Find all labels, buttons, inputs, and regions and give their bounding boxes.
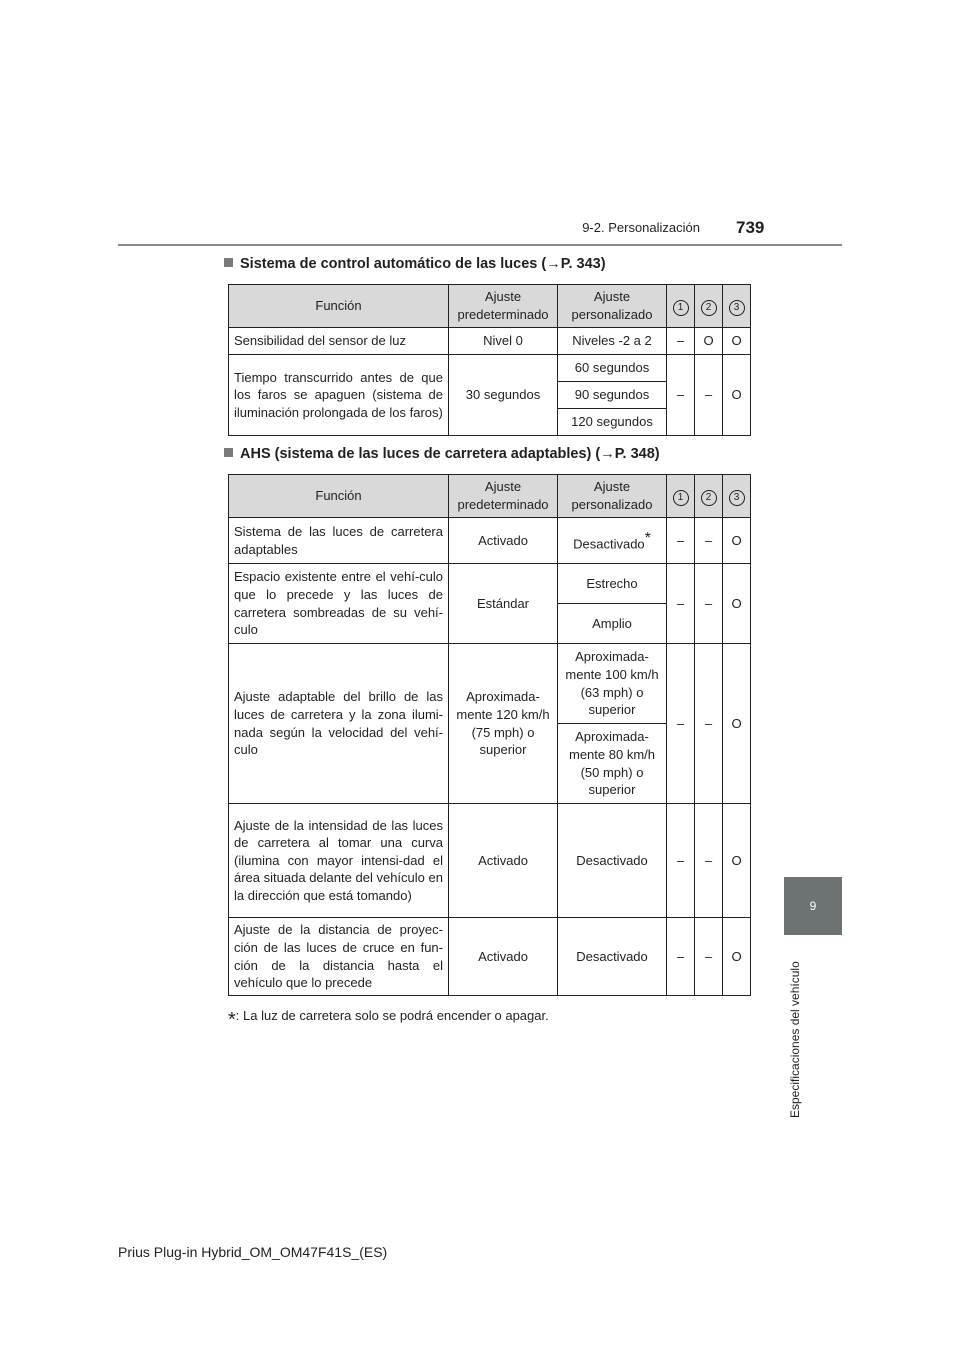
settings-table-lights	[228, 284, 751, 436]
chapter-tab	[784, 877, 842, 935]
function-cell: Ajuste de la distancia de proyec-ción de las luces de cruce en fun-ción de la distancia hasta el vehículo que lo precede	[229, 918, 449, 996]
function-cell: Espacio existente entre el vehí-culo que lo precede y las luces de carretera sombreadas de su vehí-culo	[229, 564, 449, 644]
table-header-row	[229, 475, 751, 518]
square-bullet-icon	[224, 258, 233, 267]
method-2-cell: O	[695, 328, 723, 355]
footnote-text: : La luz de carretera solo se podrá encender o apagar.	[235, 1008, 549, 1023]
header-function: Función	[229, 285, 449, 328]
method-1-cell: –	[667, 564, 695, 644]
method-2-cell: –	[695, 644, 723, 804]
section-label: 9-2. Personalización	[582, 220, 700, 235]
custom-cell: 90 segundos	[558, 382, 667, 409]
default-cell: 30 segundos	[449, 355, 558, 436]
custom-cell	[558, 518, 667, 564]
method-3-cell: O	[723, 355, 751, 436]
header-custom: Ajuste personalizado	[558, 285, 667, 328]
default-cell: Activado	[449, 918, 558, 996]
method-1-cell: –	[667, 328, 695, 355]
footnote-mark: *	[644, 530, 651, 548]
header-method-1	[667, 285, 695, 328]
table-row	[229, 918, 751, 996]
header-method-3	[723, 475, 751, 518]
section-heading-lights	[224, 256, 606, 272]
table-row	[229, 328, 751, 355]
chapter-side-title	[784, 940, 806, 1120]
header-method-1	[667, 475, 695, 518]
method-1-cell: –	[667, 355, 695, 436]
method-1-cell: –	[667, 644, 695, 804]
method-2-cell: –	[695, 518, 723, 564]
circled-1-icon: 1	[673, 490, 689, 506]
method-3-cell: O	[723, 804, 751, 918]
table-row	[229, 518, 751, 564]
table-row	[229, 804, 751, 918]
header-method-2	[695, 475, 723, 518]
method-2-cell: –	[695, 564, 723, 644]
function-cell: Ajuste de la intensidad de las luces de carretera al tomar una curva (ilumina con mayor intensi-dad el área situada delante del vehículo en la dirección que está tomando)	[229, 804, 449, 918]
table-header-row	[229, 285, 751, 328]
footnote	[228, 1008, 549, 1032]
custom-cell: Desactivado	[558, 804, 667, 918]
custom-cell: Niveles -2 a 2	[558, 328, 667, 355]
table-row	[229, 564, 751, 604]
section-heading-text: Sistema de control automático de las luces (→P. 343)	[240, 256, 606, 272]
header-method-2	[695, 285, 723, 328]
function-cell: Ajuste adaptable del brillo de las luces de carretera y la zona ilumi-nada según la velocidad del vehí-culo	[229, 644, 449, 804]
default-cell: Nivel 0	[449, 328, 558, 355]
header-rule	[118, 244, 842, 246]
circled-3-icon: 3	[729, 490, 745, 506]
header-default: Ajuste predeterminado	[449, 475, 558, 518]
default-cell: Activado	[449, 518, 558, 564]
function-cell: Tiempo transcurrido antes de que los faros se apaguen (sistema de iluminación prolongada de los faros)	[229, 355, 449, 436]
method-3-cell: O	[723, 518, 751, 564]
chapter-number: 9	[809, 899, 817, 913]
footer-document-title: Prius Plug-in Hybrid_OM_OM47F41S_(ES)	[118, 1244, 388, 1260]
table-row	[229, 644, 751, 724]
method-1-cell: –	[667, 918, 695, 996]
default-cell: Estándar	[449, 564, 558, 644]
header-default: Ajuste predeterminado	[449, 285, 558, 328]
custom-cell: Aproximada-mente 80 km/h (50 mph) o superior	[558, 724, 667, 804]
square-bullet-icon	[224, 448, 233, 457]
default-cell: Aproximada-mente 120 km/h (75 mph) o superior	[449, 644, 558, 804]
section-heading-ahs	[224, 446, 660, 462]
method-1-cell: –	[667, 804, 695, 918]
custom-cell: 120 segundos	[558, 409, 667, 436]
method-3-cell: O	[723, 328, 751, 355]
footnote-mark: *	[228, 1009, 236, 1031]
header-function: Función	[229, 475, 449, 518]
custom-cell: 60 segundos	[558, 355, 667, 382]
table-row	[229, 355, 751, 382]
function-cell: Sistema de las luces de carretera adaptables	[229, 518, 449, 564]
section-heading-text: AHS (sistema de las luces de carretera adaptables) (→P. 348)	[240, 446, 660, 462]
default-cell: Activado	[449, 804, 558, 918]
chapter-title-text: Especificaciones del vehículo	[788, 961, 802, 1118]
method-1-cell: –	[667, 518, 695, 564]
custom-cell: Estrecho	[558, 564, 667, 604]
circled-2-icon: 2	[701, 300, 717, 316]
header-method-3	[723, 285, 751, 328]
function-cell: Sensibilidad del sensor de luz	[229, 328, 449, 355]
method-3-cell: O	[723, 918, 751, 996]
settings-table-ahs	[228, 474, 751, 996]
circled-2-icon: 2	[701, 490, 717, 506]
custom-value: Desactivado	[573, 536, 645, 552]
method-2-cell: –	[695, 355, 723, 436]
method-3-cell: O	[723, 644, 751, 804]
circled-1-icon: 1	[673, 300, 689, 316]
custom-cell: Aproximada-mente 100 km/h (63 mph) o superior	[558, 644, 667, 724]
method-2-cell: –	[695, 918, 723, 996]
page-number: 739	[736, 218, 765, 237]
method-2-cell: –	[695, 804, 723, 918]
header-custom: Ajuste personalizado	[558, 475, 667, 518]
circled-3-icon: 3	[729, 300, 745, 316]
custom-cell: Desactivado	[558, 918, 667, 996]
method-3-cell: O	[723, 564, 751, 644]
custom-cell: Amplio	[558, 604, 667, 644]
